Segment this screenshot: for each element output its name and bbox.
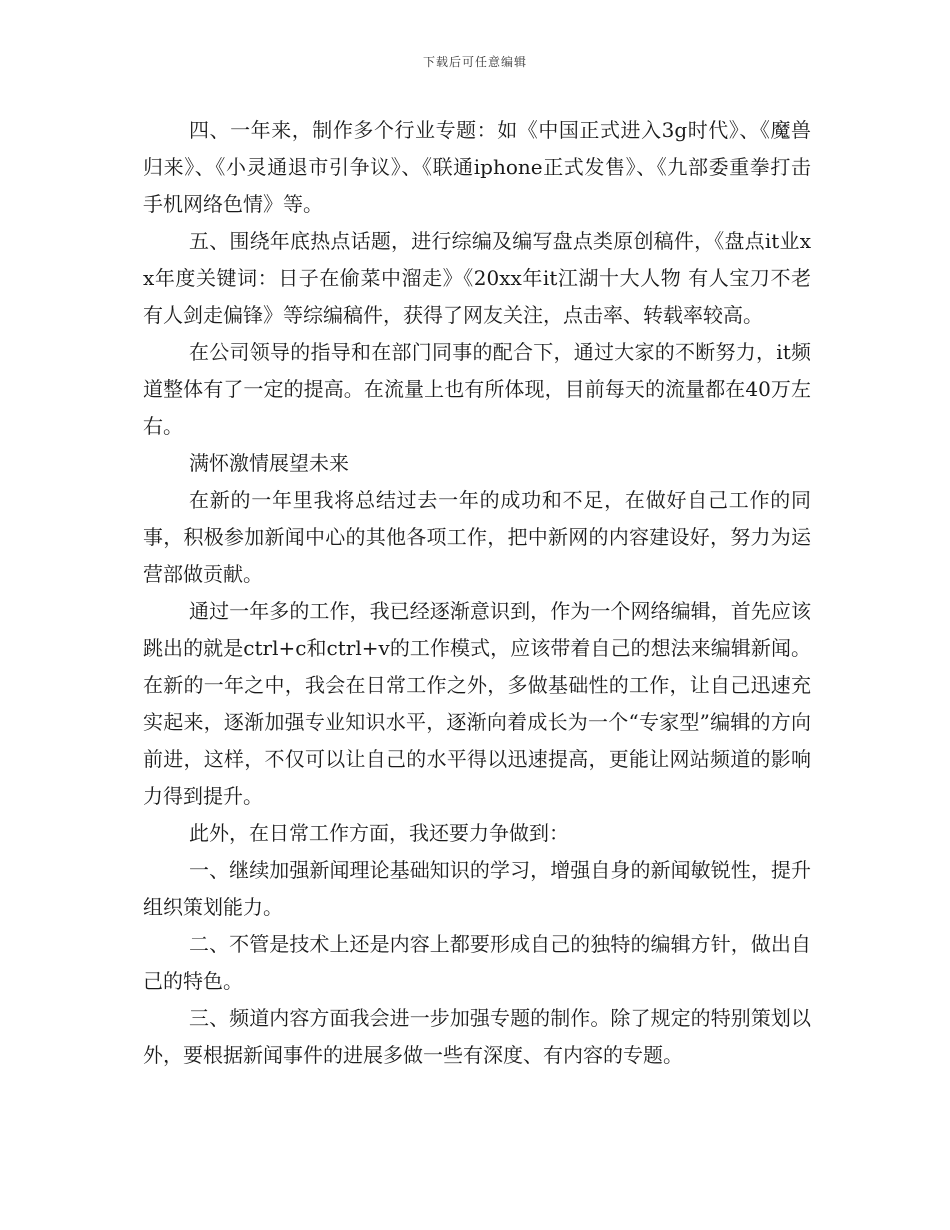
paragraph-item-4-topics: 四、一年来，制作多个行业专题：如《中国正式进入3g时代》、《魔兽归来》、《小灵通退市引争议》、《联通iphone正式发售》、《九部委重拳打击手机网络色情》等。 — [143, 118, 811, 216]
section-heading-outlook: 满怀激情展望未来 — [189, 451, 349, 475]
paragraph-editor-growth: 通过一年多的工作，我已经逐渐意识到，作为一个网络编辑，首先应该跳出的就是ctrl+c和ctrl+v的工作模式，应该带着自己的想法来编辑新闻。在新的一年之中，我会在日常工作之外，多做基础性的工作，让自己迅速充实起来，逐渐加强专业知识水平，逐渐向着成长为一个“专家型”编辑的方向前进，这样，不仅可以让自己的水平得以迅速提高，更能让网站频道的影响力得到提升。 — [143, 599, 811, 808]
paragraph-new-year-plan: 在新的一年里我将总结过去一年的成功和不足，在做好自己工作的同事，积极参加新闻中心的其他各项工作，把中新网的内容建设好，努力为运营部做贡献。 — [143, 488, 811, 586]
paragraph-goal-2: 二、不管是技术上还是内容上都要形成自己的独特的编辑方针，做出自己的特色。 — [143, 932, 811, 993]
paragraph-daily-goals-intro: 此外，在日常工作方面，我还要力争做到： — [189, 821, 569, 845]
paragraph-traffic-summary: 在公司领导的指导和在部门同事的配合下，通过大家的不断努力，it频道整体有了一定的提高。在流量上也有所体现，目前每天的流量都在40万左右。 — [143, 340, 811, 438]
paragraph-goal-3: 三、频道内容方面我会进一步加强专题的制作。除了规定的特别策划以外，要根据新闻事件的进展多做一些有深度、有内容的专题。 — [143, 1006, 811, 1067]
page-header-note: 下载后可任意编辑 — [422, 55, 527, 69]
paragraph-goal-1: 一、继续加强新闻理论基础知识的学习，增强自身的新闻敏锐性，提升组织策划能力。 — [143, 858, 811, 919]
document-body — [143, 112, 811, 1074]
paragraph-item-5-year-end: 五、围绕年底热点话题，进行综编及编写盘点类原创稿件，《盘点it业xx年度关键词：日子在偷菜中溜走》《20xx年it江湖十大人物 有人宝刀不老有人剑走偏锋》等综编稿件，获得了网友关注，点击率、转载率较高。 — [143, 229, 811, 327]
